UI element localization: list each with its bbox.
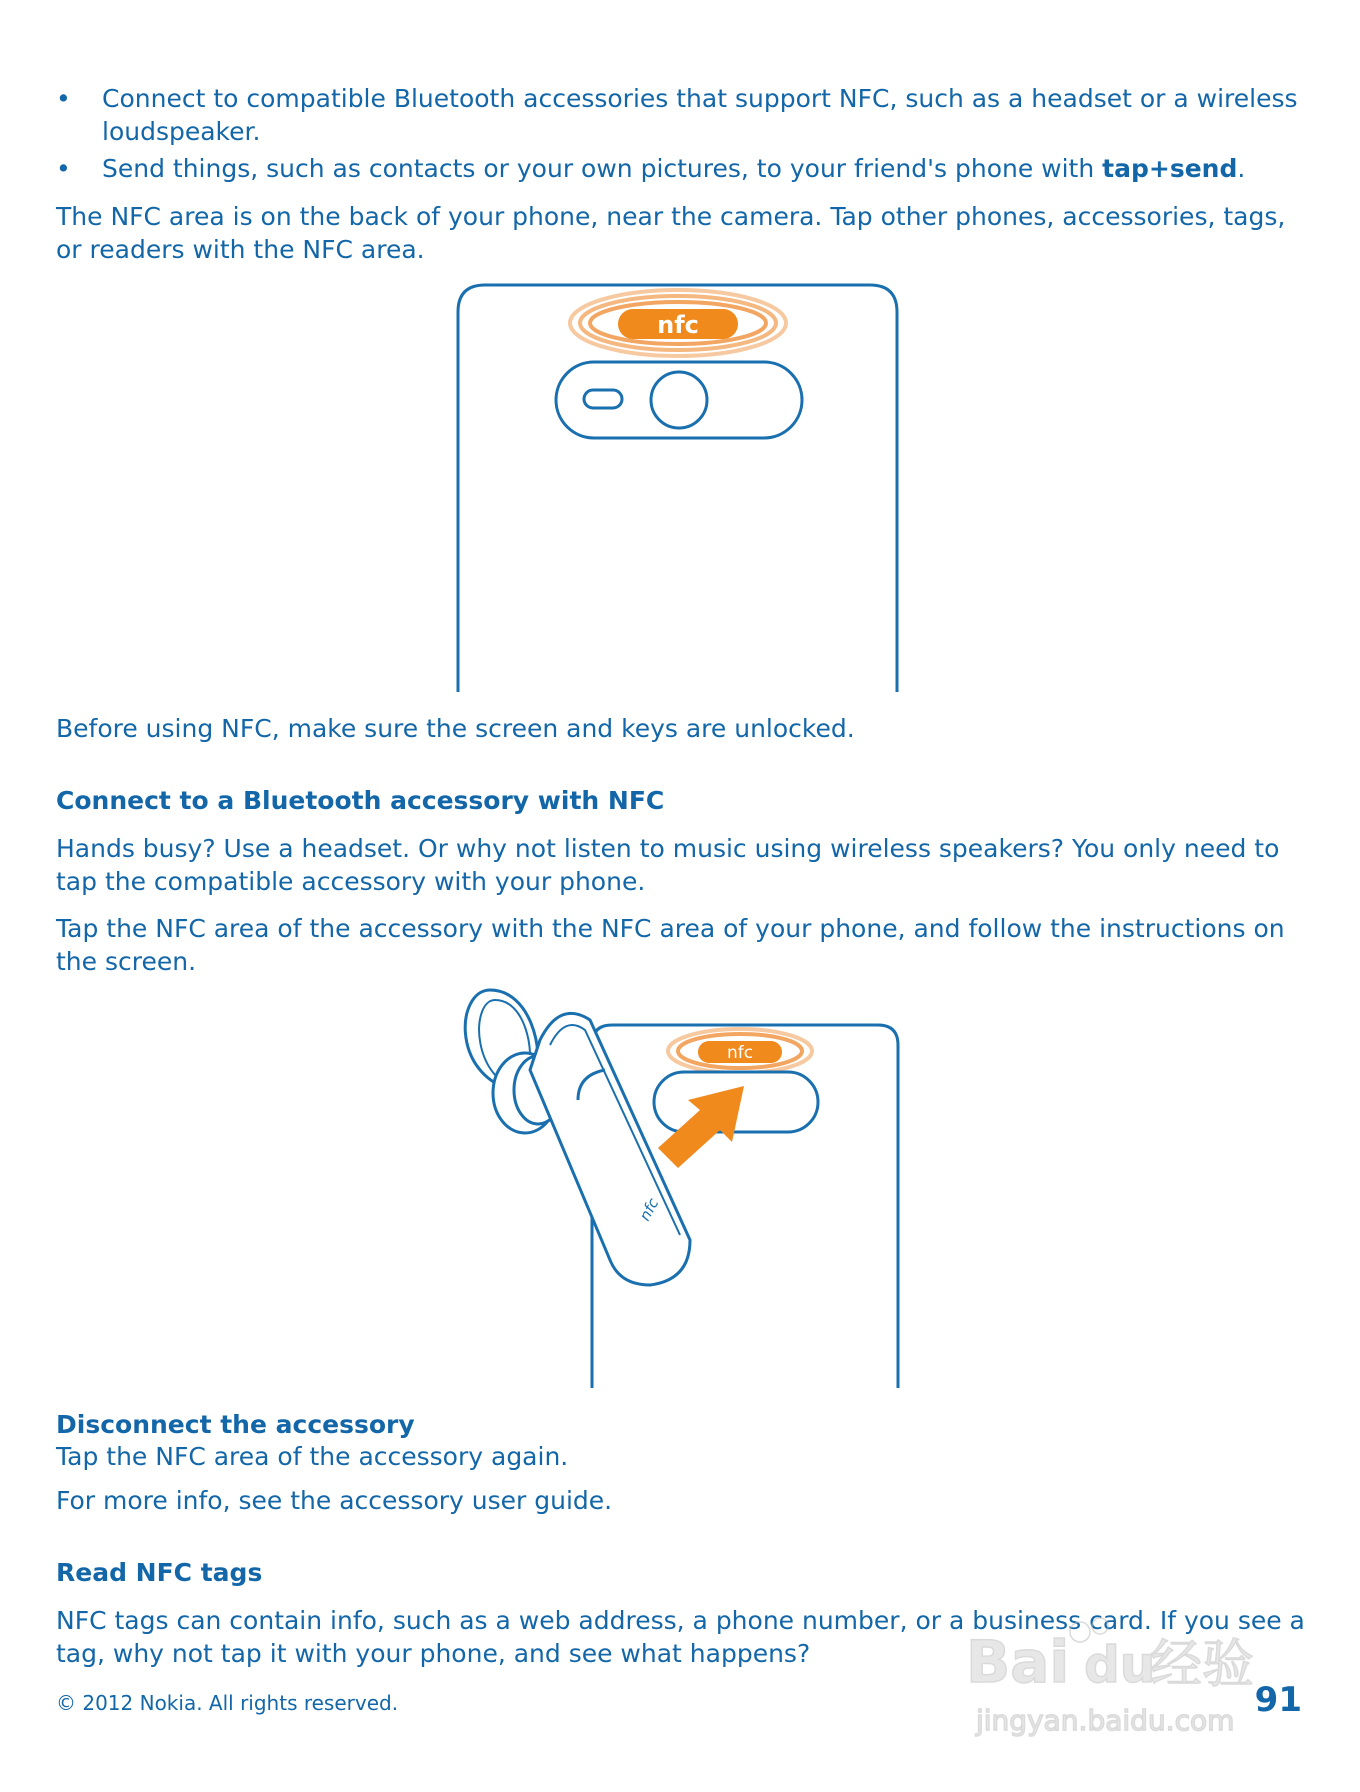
disconnect-paragraph-2: For more info, see the accessory user guide. bbox=[56, 1486, 613, 1515]
svg-text:经验: 经验 bbox=[1150, 1635, 1255, 1695]
svg-text:Bai: Bai bbox=[966, 1628, 1070, 1696]
copyright-footer: © 2012 Nokia. All rights reserved. bbox=[56, 1691, 399, 1715]
bullet-text: Send things, such as contacts or your own pictures, to your friend's phone with bbox=[102, 154, 1103, 183]
nfc-area-paragraph: The NFC area is on the back of your phone, near the camera. Tap other phones, accessories, tags, or readers with the NFC area. bbox=[56, 202, 1286, 264]
svg-text:du: du bbox=[1084, 1636, 1156, 1694]
nfc-label: nfc bbox=[657, 311, 699, 339]
section-title-disconnect: Disconnect the accessory bbox=[56, 1410, 415, 1439]
page-number: 91 bbox=[1254, 1680, 1302, 1720]
bluetooth-paragraph-2: Tap the NFC area of the accessory with the NFC area of your phone, and follow the instructions on the screen. bbox=[56, 914, 1285, 976]
baidu-jingyan-watermark-logo bbox=[960, 1610, 1290, 1740]
bullet-marker: • bbox=[56, 154, 71, 183]
tap-send-term: tap+send bbox=[1102, 154, 1238, 183]
nfc-label-headset: nfc bbox=[635, 1195, 663, 1224]
disconnect-paragraph-1: Tap the NFC area of the accessory again. bbox=[56, 1442, 569, 1471]
svg-text:jingyan.baidu.com: jingyan.baidu.com bbox=[976, 1704, 1235, 1737]
section-title-bluetooth: Connect to a Bluetooth accessory with NFC bbox=[56, 786, 665, 815]
nfc-label-phone: nfc bbox=[726, 1043, 754, 1063]
bullet-text: Connect to compatible Bluetooth accessories that support NFC, such as a headset or a wireless loudspeaker. bbox=[102, 84, 1298, 146]
bluetooth-paragraph-1: Hands busy? Use a headset. Or why not listen to music using wireless speakers? You only need to tap the compatible accessory with your phone. bbox=[56, 834, 1280, 896]
section-title-read-tags: Read NFC tags bbox=[56, 1558, 263, 1587]
bullet-marker: • bbox=[56, 84, 71, 113]
read-tags-paragraph: NFC tags can contain info, such as a web address, a phone number, or a business card. If you see a tag, why not tap it with your phone, and see what happens? bbox=[56, 1606, 1305, 1668]
headset-icon bbox=[465, 990, 690, 1285]
before-using-paragraph: Before using NFC, make sure the screen and keys are unlocked. bbox=[56, 714, 855, 743]
